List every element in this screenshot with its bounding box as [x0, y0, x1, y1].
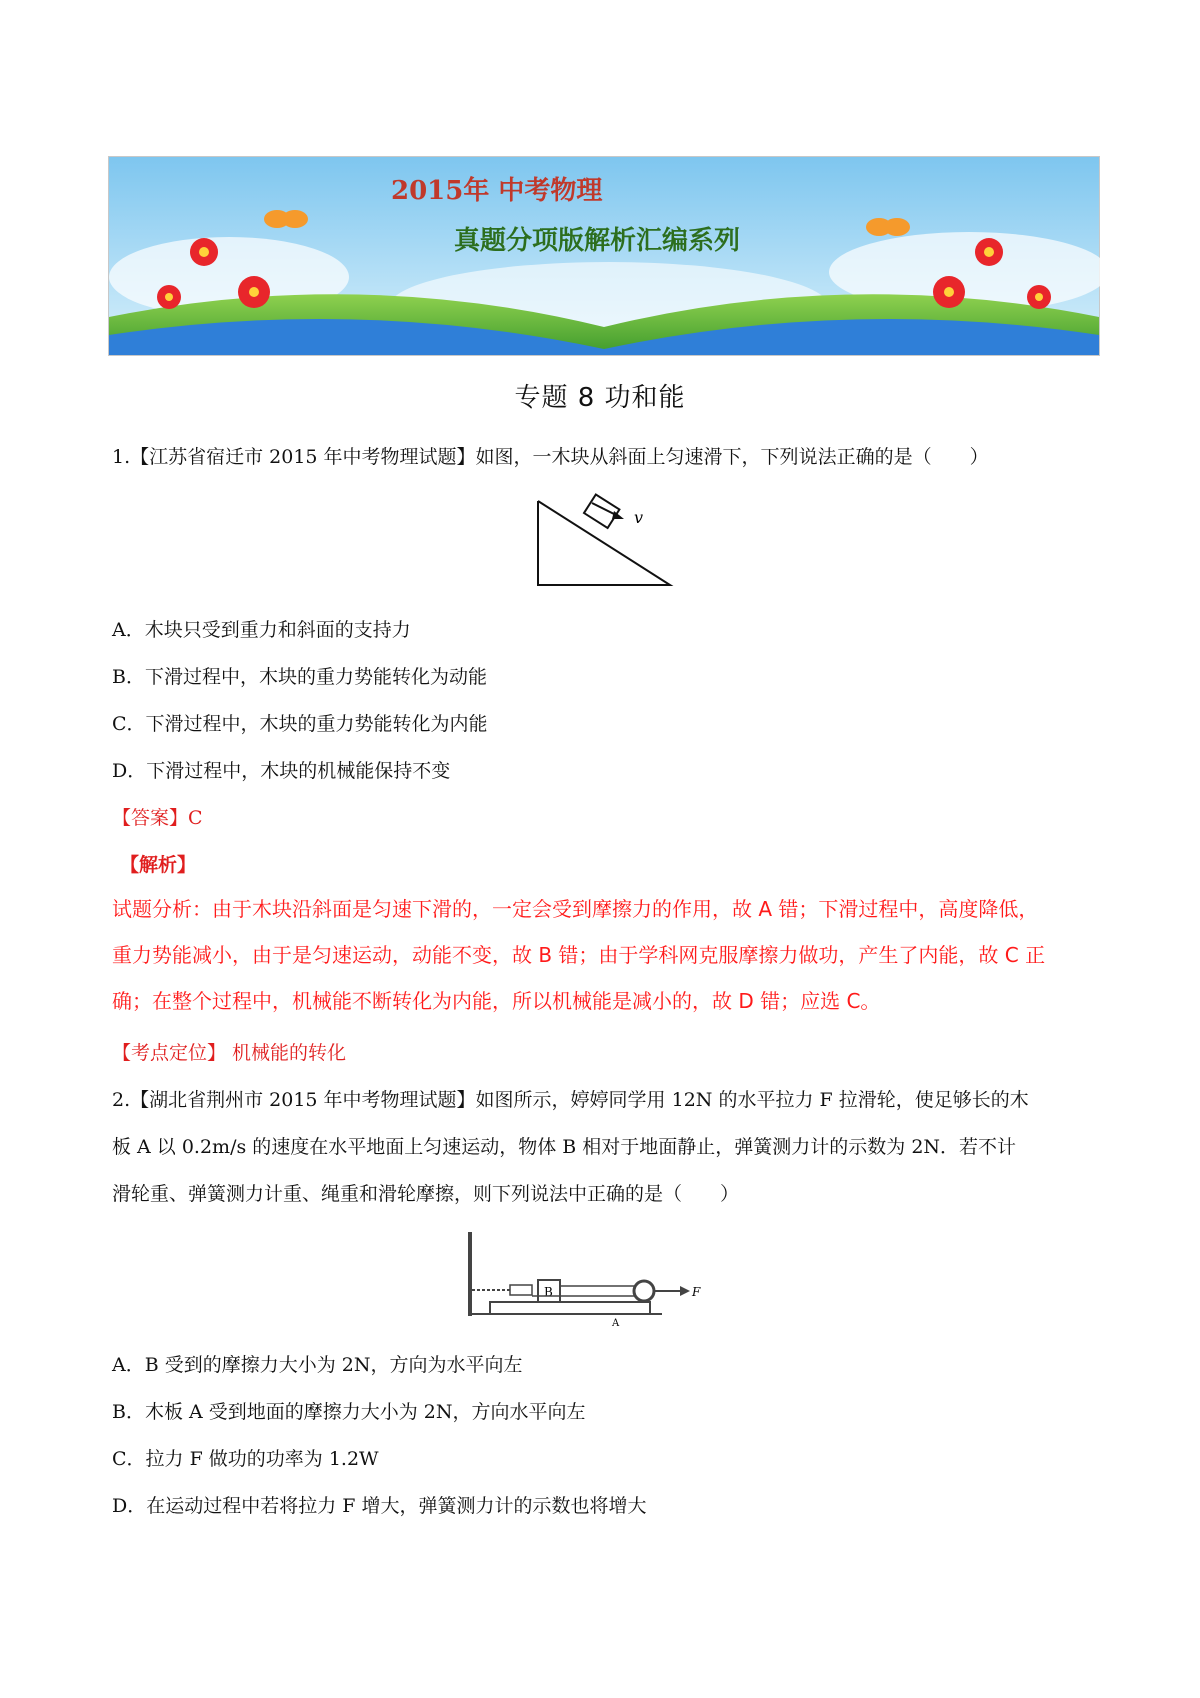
q1-keypoint: 【考点定位】 机械能的转化 [112, 1042, 347, 1064]
block-b-label: B [544, 1285, 553, 1299]
velocity-label: v [634, 508, 644, 527]
q2-stem-line: 板 A 以 0.2m/s 的速度在水平地面上匀速运动，物体 B 相对于地面静止，弹簧测力计的示数为 2N．若不计 [112, 1136, 1017, 1158]
q1-answer: 【答案】C [112, 807, 203, 829]
page-title: 专题 8 功和能 [514, 383, 686, 413]
header-banner [108, 156, 1100, 356]
q2-option-c: C．拉力 F 做功的功率为 1.2W [112, 1448, 379, 1470]
q1-option-d: D．下滑过程中，木块的机械能保持不变 [112, 760, 451, 782]
pulley-figure [462, 1230, 702, 1329]
q2-stem-line: 滑轮重、弹簧测力计重、绳重和滑轮摩擦，则下列说法中正确的是（ ） [112, 1183, 740, 1205]
q2-option-d: D．在运动过程中若将拉力 F 增大，弹簧测力计的示数也将增大 [112, 1495, 647, 1517]
q1-option-b: B．下滑过程中，木块的重力势能转化为动能 [112, 666, 487, 688]
q1-option-a: A．木块只受到重力和斜面的支持力 [112, 619, 411, 641]
analysis-line: 重力势能减小，由于是匀速运动，动能不变，故 B 错；由于学科网克服摩擦力做功，产生了内能，故 C 正 [112, 943, 1046, 967]
banner-line1: 2015年 中考物理 [391, 176, 603, 206]
q1-analysis-label: 【解析】 [120, 854, 197, 876]
analysis-line: 试题分析：由于木块沿斜面是匀速下滑的，一定会受到摩擦力的作用，故 A 错；下滑过程中，高度降低， [112, 897, 1039, 921]
q2-option-a: A．B 受到的摩擦力大小为 2N，方向为水平向左 [112, 1354, 523, 1376]
analysis-line: 确；在整个过程中，机械能不断转化为内能，所以机械能是减小的，故 D 错；应选 C。 [112, 989, 881, 1013]
banner-line2: 真题分项版解析汇编系列 [454, 226, 741, 256]
q1-option-c: C．下滑过程中，木块的重力势能转化为内能 [112, 713, 488, 735]
incline-figure [532, 493, 682, 593]
q2-stem-line: 2.【湖北省荆州市 2015 年中考物理试题】如图所示，婷婷同学用 12N 的水平拉力 F 拉滑轮，使足够长的木 [112, 1089, 1029, 1111]
force-f-label: F [692, 1285, 701, 1299]
q1-stem: 1.【江苏省宿迁市 2015 年中考物理试题】如图，一木块从斜面上匀速滑下，下列说法正确的是（ ） [112, 446, 989, 468]
q2-option-b: B．木板 A 受到地面的摩擦力大小为 2N，方向水平向左 [112, 1401, 586, 1423]
board-a-label: A [612, 1318, 620, 1329]
q1-analysis [112, 886, 1102, 1024]
